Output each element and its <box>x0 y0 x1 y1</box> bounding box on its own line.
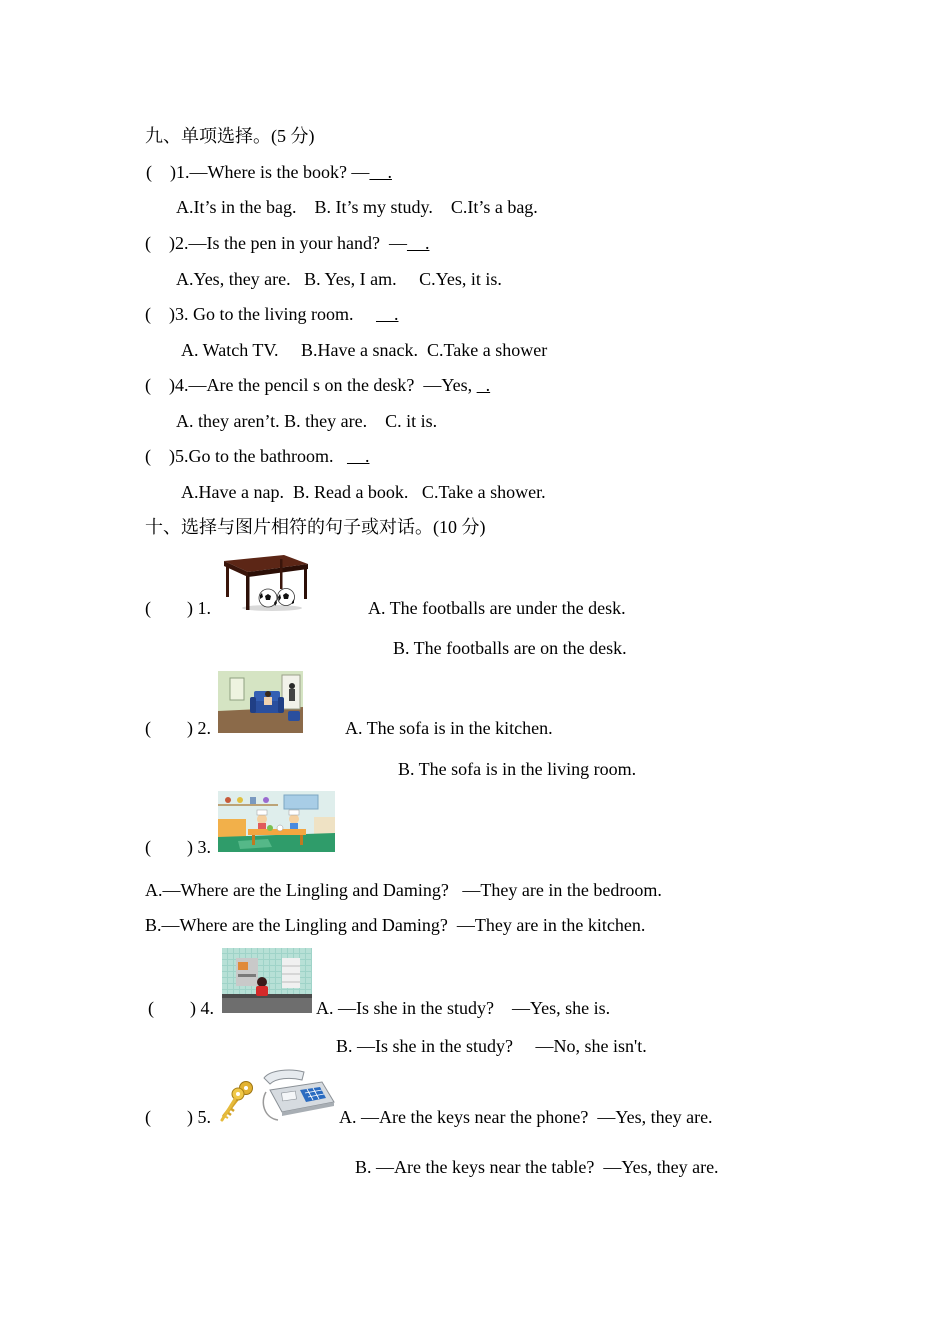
item-2-bracket: ( ) 2. <box>145 718 211 738</box>
question-2-stem: ( )2.—Is the pen in your hand? — <box>145 233 407 253</box>
question-5-blank: . <box>346 446 370 466</box>
question-2-options: A.Yes, they are. B. Yes, I am. C.Yes, it is. <box>176 269 502 289</box>
section-9-heading: 九、单项选择。(5 分) <box>145 126 315 146</box>
question-1-options: A.It’s in the bag. B. It’s my study. C.It’s a bag. <box>176 197 538 217</box>
shelf <box>236 958 258 986</box>
keys-icon <box>218 1080 256 1122</box>
question-4 <box>145 375 490 395</box>
phone-icon <box>260 1068 335 1123</box>
living-room-sofa-picture <box>218 671 303 733</box>
desk-with-footballs-picture <box>222 553 310 612</box>
question-5-options: A.Have a nap. B. Read a book. C.Take a shower. <box>181 482 546 502</box>
question-1-blank: . <box>369 162 392 182</box>
item-5-bracket: ( ) 5. <box>145 1107 211 1127</box>
key <box>222 1088 244 1120</box>
question-2 <box>145 233 429 253</box>
question-1-stem: ( )1.—Where is the book? — <box>146 162 370 182</box>
question-4-options: A. they aren’t. B. they are. C. it is. <box>176 411 438 431</box>
question-5-stem: ( )5.Go to the bathroom. <box>145 446 347 466</box>
question-3-blank: . <box>375 304 399 324</box>
item-5-option-a: A. —Are the keys near the phone? —Yes, they are. <box>339 1107 713 1127</box>
question-3 <box>145 304 398 324</box>
question-1 <box>146 162 392 182</box>
question-2-blank: . <box>406 233 430 253</box>
question-3-options: A. Watch TV. B.Have a snack. C.Take a shower <box>181 340 548 360</box>
item-2-option-b: B. The sofa is in the living room. <box>398 759 637 779</box>
football <box>278 589 295 606</box>
handset <box>264 1070 304 1084</box>
question-5 <box>145 446 369 466</box>
item-3-option-a: A.—Where are the Lingling and Daming? —They are in the bedroom. <box>145 880 662 900</box>
phone-base <box>270 1082 334 1116</box>
item-1-option-a: A. The footballs are under the desk. <box>368 598 626 618</box>
question-4-blank: . <box>476 375 491 395</box>
item-1-bracket: ( ) 1. <box>145 598 211 618</box>
question-4-stem: ( )4.—Are the pencil s on the desk? —Yes, <box>145 375 477 395</box>
section-10-heading: 十、选择与图片相符的句子或对话。(10 分) <box>145 517 486 537</box>
item-4-option-a: A. —Is she in the study? —Yes, she is. <box>316 998 611 1018</box>
item-1-option-b: B. The footballs are on the desk. <box>393 638 627 658</box>
girl <box>256 977 268 996</box>
kitchen-children-picture <box>218 791 335 852</box>
item-4-bracket: ( ) 4. <box>148 998 214 1018</box>
question-3-stem: ( )3. Go to the living room. <box>145 304 376 324</box>
cabinet <box>282 958 300 988</box>
item-4-option-b: B. —Is she in the study? —No, she isn't. <box>336 1036 647 1056</box>
item-3-option-b: B.—Where are the Lingling and Daming? —They are in the kitchen. <box>145 915 646 935</box>
study-girl-picture <box>222 948 312 1013</box>
item-5-option-b: B. —Are the keys near the table? —Yes, they are. <box>355 1157 719 1177</box>
item-2-option-a: A. The sofa is in the kitchen. <box>345 718 553 738</box>
football <box>259 589 277 607</box>
item-3-bracket: ( ) 3. <box>145 837 211 857</box>
